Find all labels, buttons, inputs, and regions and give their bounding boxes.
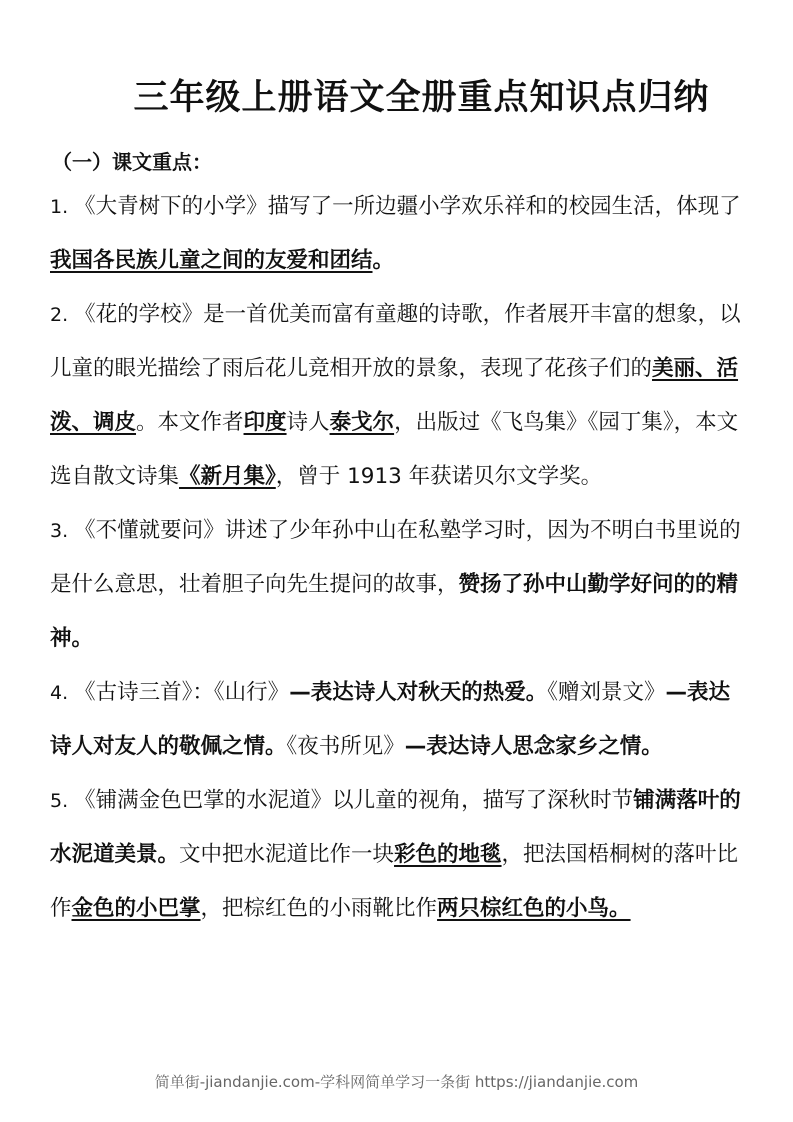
paragraph-4 [50, 666, 750, 774]
key-phrase: 铺满落叶的水泥道美景。 [50, 788, 741, 867]
page-title: 三年级上册语文全册重点知识点归纳 [133, 78, 710, 118]
page-footer: 简单街-jiandanjie.com-学科网简单学习一条街 https://jiandanjie.com [154, 1073, 639, 1091]
key-phrase: 赞扬了孙中山勤学好问的的精神。 [50, 572, 739, 651]
paragraph-3 [50, 504, 750, 666]
section-heading: （一）课文重点： [52, 150, 212, 174]
text-run: ，曾于 1913 年获诺贝尔文学奖。 [275, 464, 603, 489]
text-run: 《夜书所见》 [286, 734, 405, 759]
text-run: 《花的学校》是一首优美而富有童趣的诗歌，作者展开丰富的想象，以儿童的眼光描绘了雨后花儿竞相开放的景象，表现了花孩子们的 [50, 302, 741, 381]
paragraph-2 [50, 288, 750, 504]
key-phrase: 我国各民族儿童之间的友爱和团结 [50, 248, 373, 273]
document-body [50, 180, 750, 936]
key-phrase: 泰戈尔 [329, 410, 395, 435]
text-run: ，出版过《飞鸟集》《园丁集》，本文选自散文诗集 [50, 410, 739, 489]
text-run: 《大青树下的小学》描写了一所边疆小学欢乐祥和的校园生活，体现了 [74, 194, 741, 219]
paragraph-5 [50, 774, 750, 936]
text-run: 《铺满金色巴掌的水泥道》以儿童的视角，描写了深秋时节 [74, 788, 634, 813]
text-run: 诗人 [286, 410, 330, 435]
text-run: 《不懂就要问》讲述了少年孙中山在私塾学习时，因为不明白书里说的是什么意思，壮着胆子向先生提问的故事， [50, 518, 741, 597]
text-run: 。本文作者 [136, 410, 244, 435]
text-run: ，把棕红色的小雨靴比作 [200, 896, 438, 921]
text-run: ，把法国梧桐树的落叶比作 [50, 842, 739, 921]
item-number: 4. [50, 682, 75, 704]
text-run: 《赠刘景文》 [547, 680, 666, 705]
paragraph-1 [50, 180, 750, 288]
key-phrase: 彩色的地毯 [394, 842, 502, 867]
item-number: 3. [50, 520, 75, 542]
item-number: 1. [50, 196, 75, 218]
key-phrase: —表达诗人对友人的敬佩之情。 [50, 680, 730, 759]
key-phrase: 印度 [243, 410, 287, 435]
item-number: 2. [50, 304, 75, 326]
text-run: 。 [372, 248, 395, 273]
text-run: 《古诗三首》：《山行》 [74, 680, 290, 705]
key-phrase: 两只棕红色的小鸟。 [437, 896, 631, 921]
key-phrase: 《新月集》 [179, 464, 276, 489]
key-phrase: —表达诗人对秋天的热爱。 [289, 680, 548, 705]
item-number: 5. [50, 790, 75, 812]
key-phrase: —表达诗人思念家乡之情。 [404, 734, 663, 759]
text-run: 文中把水泥道比作一块 [179, 842, 395, 867]
key-phrase: 美丽、活泼、调皮 [50, 356, 739, 435]
key-phrase: 金色的小巴掌 [71, 896, 201, 921]
